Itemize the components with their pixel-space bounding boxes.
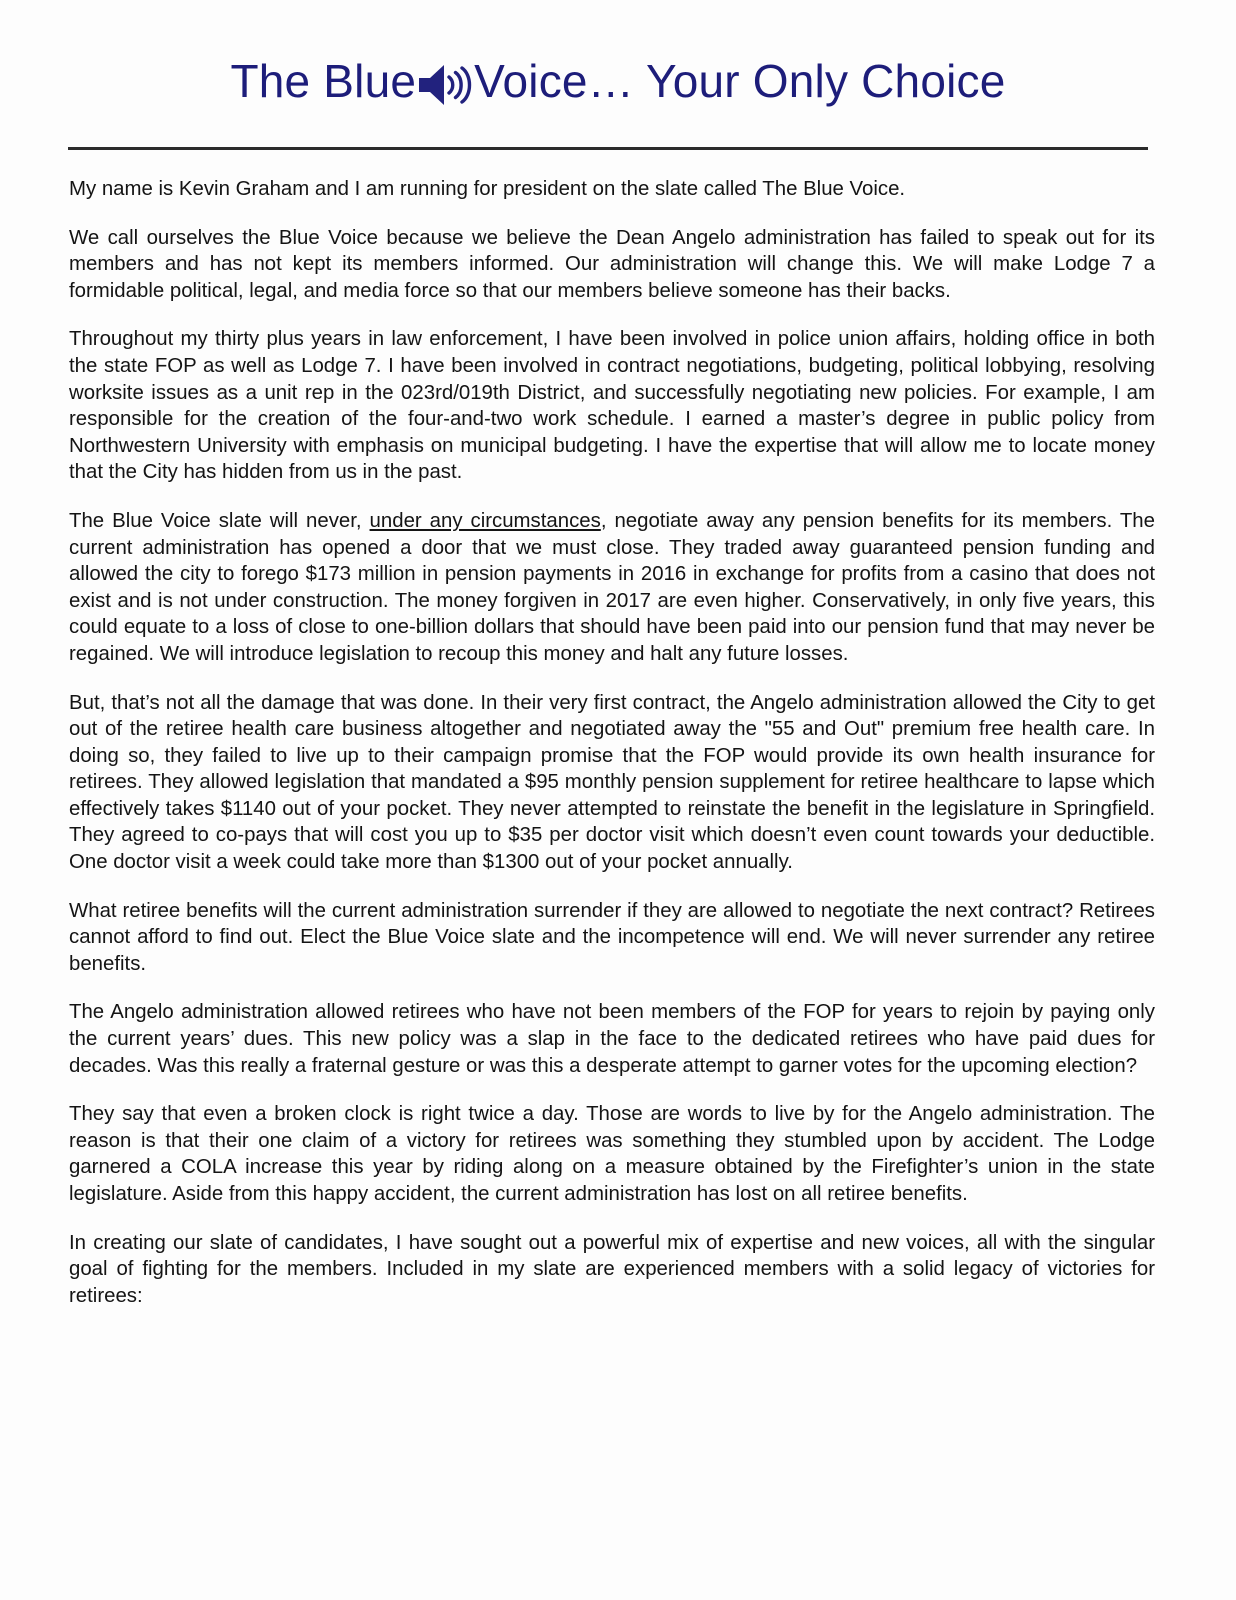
page-title bbox=[230, 55, 1006, 107]
paragraph-experience: Throughout my thirty plus years in law enforcement, I have been involved in police union affairs, holding office in both the state FOP as well as Lodge 7. I have been involved in contract negotiations, budgeting, political lobbying, resolving worksite issues as a unit rep in the 023rd/019th District, and successfully negotiating new policies. For example, I am responsible for the creation of the four-and-two work schedule. I earned a master’s degree in public policy from Northwestern University with emphasis on municipal budgeting. I have the expertise that will allow me to locate money that the City has hidden from us in the past. bbox=[69, 328, 1155, 484]
paragraph-pension bbox=[69, 508, 1155, 668]
pension-text-lead: The Blue Voice slate will never, bbox=[69, 509, 370, 532]
paragraph-rejoin-dues: The Angelo administration allowed retirees who have not been members of the FOP for years to rejoin by paying only the current years’ dues. This new policy was a slap in the face to the dedicated retirees who have paid dues for decades. Was this really a fraternal gesture or was this a desperate attempt to garner votes for the upcoming election? bbox=[69, 1001, 1155, 1077]
paragraph-intro: My name is Kevin Graham and I am running for president on the slate called The Blue Voice. bbox=[69, 178, 906, 200]
paragraph-health-care: But, that’s not all the damage that was done. In their very first contract, the Angelo administration allowed the City to get out of the retiree health care business altogether and negotiated away the "55 and Out" premium free health care. In doing so, they failed to live up to their campaign promise that the FOP would provide its own health insurance for retirees. They allowed legislation that mandated a $95 monthly pension supplement for retiree healthcare to lapse which effectively takes $1140 out of your pocket. They never attempted to reinstate the benefit in the legislature in Springfield. They agreed to co-pays that will cost you up to $35 per doctor visit which doesn’t even count towards your deductible. One doctor visit a week could take more than $1300 out of your pocket annually. bbox=[69, 691, 1155, 874]
document-body bbox=[69, 176, 1155, 1309]
paragraph-retiree-benefits-question: What retiree benefits will the current administration surrender if they are allowed to negotiate the next contract? Retirees cannot afford to find out. Elect the Blue Voice slate and the incompetence will end. We will never surrender any retiree benefits. bbox=[69, 899, 1155, 975]
title-text-before-icon: The Blue bbox=[230, 55, 417, 107]
title-text-after-icon: Voice… Your Only Choice bbox=[474, 55, 1006, 107]
paragraph-broken-clock: They say that even a broken clock is right twice a day. Those are words to live by for the Angelo administration. The reason is that their one claim of a victory for retirees was something they stumbled upon by accident. The Lodge garnered a COLA increase this year by riding along on a measure obtained by the Firefighter’s union in the state legislature. Aside from this happy accident, the current administration has lost on all retiree benefits. bbox=[69, 1103, 1155, 1205]
pension-text-rest: , negotiate away any pension benefits for its members. The current administration has opened a door that we must close. They traded away guaranteed pension funding and allowed the city to forego $173 million in pension payments in 2016 in exchange for profits from a casino that does not exist and is not under construction. The money forgiven in 2017 are even higher. Conservatively, in only five years, this could equate to a loss of close to one-billion dollars that should have been paid into our pension fund that may never be regained. We will introduce legislation to recoup this money and halt any future losses. bbox=[69, 509, 1155, 665]
document-header bbox=[0, 55, 1236, 107]
paragraph-slate-intro: In creating our slate of candidates, I have sought out a powerful mix of expertise and new voices, all with the singular goal of fighting for the members. Included in my slate are experienced members with a solid legacy of victories for retirees: bbox=[69, 1231, 1155, 1307]
speaker-sound-icon bbox=[417, 62, 473, 108]
header-divider bbox=[68, 147, 1148, 150]
paragraph-why-blue-voice: We call ourselves the Blue Voice because we believe the Dean Angelo administration has failed to speak out for its members and has not kept its members informed. Our administration will change this. We will make Lodge 7 a formidable political, legal, and media force so that our members believe someone has their backs. bbox=[69, 226, 1155, 302]
pension-emphasis-underlined: under any circumstances bbox=[369, 509, 601, 532]
